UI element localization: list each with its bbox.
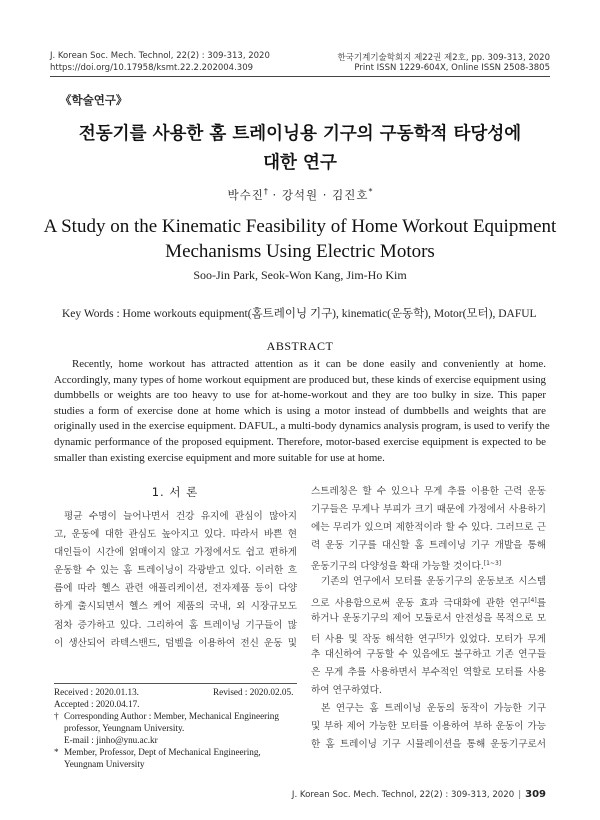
body-line: 에는 무리가 있으며 제한적이라 할 수 있다. 그러므로 근 xyxy=(311,522,546,534)
footer-citation: J. Korean Soc. Mech. Technol, 22(2) : 309-313, 2020 xyxy=(291,790,515,800)
body-line: 름에 따라 헬스 관련 애플리케이션, 전자제품 등이 다양 xyxy=(54,583,297,595)
abstract-line: Recently, home workout has attracted attention as it can be done easily and conveniently at home. xyxy=(72,358,546,370)
doi-link[interactable]: https://doi.org/10.17958/ksmt.22.2.202004.309 xyxy=(50,63,254,73)
korean-authors xyxy=(0,187,600,203)
body-line: 운동할 수 있는 홈 트레이닝이 각광받고 있다. 이러한 흐 xyxy=(54,565,297,577)
citation-ref: [1~3] xyxy=(483,560,502,568)
author-names: · 강석원 · 김진호 xyxy=(267,188,369,202)
body-line: 추 대신하여 구동할 수 있음에도 불구하고 기존 연구들 xyxy=(311,648,546,660)
citation-ref: [5] xyxy=(436,632,446,640)
body-line: 기존의 연구에서 모터를 운동기구의 운동보조 시스템 xyxy=(321,576,546,588)
body-line xyxy=(311,592,546,610)
korean-title xyxy=(40,120,560,178)
article-category: 《학술연구》 xyxy=(60,93,128,107)
body-text: 를 xyxy=(536,597,546,609)
body-line: 은 무게 추를 사용하면서 부수적인 역할로 모터를 사용 xyxy=(311,666,546,678)
english-title-line: A Study on the Kinematic Feasibility of Home Workout Equipment xyxy=(43,216,557,237)
english-authors: Soo-Jin Park, Seok-Won Kang, Jim-Ho Kim xyxy=(193,268,407,282)
corresponding-mark: † xyxy=(263,187,268,197)
abstract-line: Accordingly, many types of home workout equipment are produced but, these kinds of exercise equipment using xyxy=(54,373,546,386)
keywords-text: Home workouts equipment(홈트레이닝 기구), kinematic(운동학), Motor(모터), DAFUL xyxy=(122,308,537,320)
body-line: 하여 연구하였다. xyxy=(311,685,382,697)
dagger-symbol: † xyxy=(54,711,59,721)
body-line: 기구들은 무게나 부피가 크기 때문에 가정에서 사용하기 xyxy=(311,504,546,516)
author-name: 박수진 xyxy=(227,188,264,202)
footer-separator: | xyxy=(518,790,522,800)
abstract-body xyxy=(54,357,550,466)
member-text: Member, Professor, Dept of Mechanical Engineering, Yeungnam University xyxy=(64,747,261,769)
body-line: 본 연구는 홈 트레이닝 운동의 동작이 가능한 기구 xyxy=(321,703,546,715)
english-title-line: Mechanisms Using Electric Motors xyxy=(165,241,435,262)
received-date: Received : 2020.01.13. xyxy=(54,687,139,697)
abstract-line: studies a form of exercise done at home which is using a motor instead of dumbbells and weights that are xyxy=(54,404,546,417)
corresponding-author-note xyxy=(54,710,299,746)
body-text: 으로 사용함으로써 운동 효과 극대화에 관한 연구 xyxy=(311,597,529,609)
section-heading-introduction: 1. 서 론 xyxy=(151,485,199,499)
body-line: 한 홈 트레이닝 기구 시뮬레이션을 통해 운동기구로서 xyxy=(311,739,546,751)
right-column-body xyxy=(311,483,546,754)
body-line: 스트레칭은 할 수 있으나 무게 추를 이용한 근력 운동 xyxy=(311,486,546,497)
body-line: 대인들이 시간에 얽매이지 않고 가정에서도 쉽고 편하게 xyxy=(54,547,297,559)
body-line: 고, 운동에 대한 관심도 높아지고 있다. 따라서 바쁜 현 xyxy=(54,529,297,541)
revised-date: Revised : 2020.02.05. xyxy=(213,687,294,697)
left-column-body xyxy=(54,508,297,653)
body-text: 터 사용 및 작동 해석한 연구 xyxy=(311,633,437,645)
accepted-date: Accepted : 2020.04.17. xyxy=(54,699,140,709)
abstract-line: dumbbells or weights are too heavy to use for at-home-workout and they are too bulky in size. This paper xyxy=(54,389,546,402)
body-line: 하거나 운동기구의 제어 모듈로서 안전성을 목적으로 모 xyxy=(311,612,546,624)
citation-ref: [4] xyxy=(528,596,537,604)
abstract-line: smaller than existing exercise equipment and more suitable for use at home. xyxy=(54,451,385,464)
page-number: 309 xyxy=(525,789,546,800)
body-line: 및 부하 제어 가능한 모터를 이용하여 부하 운동이 가능 xyxy=(311,721,546,733)
corresponding-author-text: Corresponding Author : Member, Mechanical Engineering professor, Yeungnam University. xyxy=(64,711,279,733)
body-line: 하게 출시되면서 헬스 케어 제품의 국내, 외 시장규모도 xyxy=(54,601,297,613)
abstract-line: originally used in the exercise equipment. DAFUL, a multi-body dynamics analysis program, is used to verify the xyxy=(54,420,550,433)
body-line: 이 생산되어 라텍스밴드, 덤벨을 이용하여 전신 운동 및 xyxy=(54,637,297,649)
issn-header: Print ISSN 1229-604X, Online ISSN 2508-3805 xyxy=(354,63,550,73)
body-line xyxy=(311,628,546,646)
member-mark: * xyxy=(368,187,373,197)
body-line xyxy=(311,555,546,573)
body-line: 력 운동 기구를 대신할 홈 트레이닝 기구 개발을 통해 xyxy=(311,540,546,552)
member-note xyxy=(54,746,299,770)
body-text: 운동기구의 다양성을 확대 가능할 것이다. xyxy=(311,561,484,573)
body-line: 점차 증가하고 있다. 그리하여 홈 트레이닝 기구들이 많 xyxy=(54,619,297,631)
footnote-divider xyxy=(54,683,297,684)
keywords-label: Key Words : xyxy=(62,308,120,320)
body-line: 평균 수명이 늘어나면서 건강 유지에 관심이 많아지 xyxy=(64,511,297,522)
journal-citation-header: J. Korean Soc. Mech. Technol, 22(2) : 309-313, 2020 xyxy=(50,51,270,61)
header-divider xyxy=(50,76,550,77)
abstract-line: dynamic performance of the proposed equipment. Therefore, motor-based exercise equipment is expected to be xyxy=(54,435,546,448)
author-email[interactable]: E-mail : jinho@ynu.ac.kr xyxy=(64,735,158,745)
body-text: 가 있었다. 모터가 무게 xyxy=(445,633,546,645)
page-footer xyxy=(292,789,546,800)
asterisk-symbol: * xyxy=(54,747,59,757)
korean-title-line: 전동기를 사용한 홈 트레이닝용 기구의 구동학적 타당성에 xyxy=(78,124,522,144)
keywords xyxy=(62,305,537,321)
english-title xyxy=(40,214,560,264)
journal-korean-header: 한국기계기술학회지 제22권 제2호, pp. 309-313, 2020 xyxy=(337,53,550,63)
korean-title-line: 대한 연구 xyxy=(263,153,337,173)
abstract-heading: ABSTRACT xyxy=(266,339,334,353)
